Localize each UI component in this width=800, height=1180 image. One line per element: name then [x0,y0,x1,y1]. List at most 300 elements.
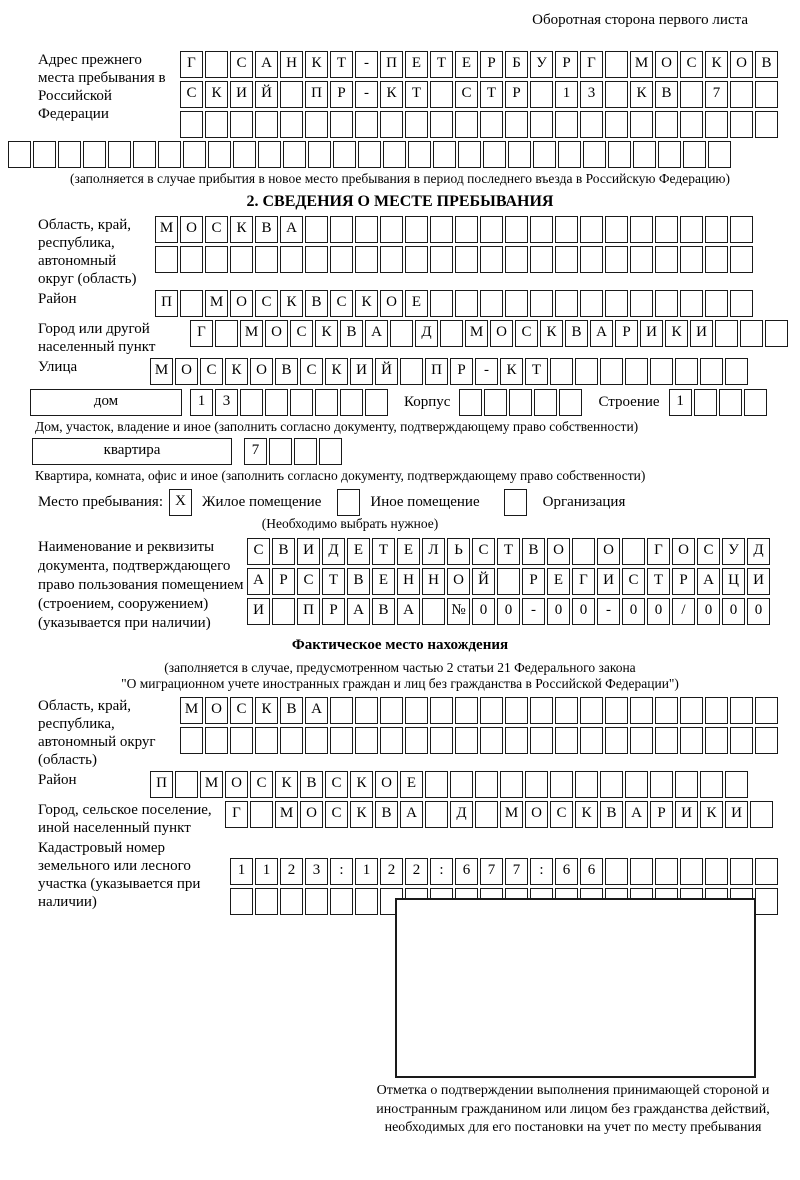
char-box [475,771,498,798]
char-box [380,697,403,724]
char-box [655,290,678,317]
char-box [572,538,595,565]
char-box [155,246,178,273]
char-box [208,141,231,168]
char-box: П [155,290,178,317]
actual-district-block [10,771,790,801]
char-box: Е [547,568,570,595]
char-box: М [200,771,223,798]
confirmation-stamp-box [395,898,756,1078]
char-box [483,141,506,168]
char-box: В [347,568,370,595]
char-box: : [530,858,553,885]
actual-region-label: Область, край, республика, автономный округ (область) [38,698,156,768]
char-box: Р [672,568,695,595]
char-box [658,141,681,168]
char-box: С [247,538,270,565]
actual-region-row-1 [180,697,780,724]
char-box: О [730,51,753,78]
street-label: Улица [38,359,78,375]
char-box [330,216,353,243]
char-box [559,389,582,416]
char-box [550,358,573,385]
char-box [430,111,453,138]
char-box [650,771,673,798]
char-box: А [625,801,648,828]
char-box: И [297,538,320,565]
char-box: Р [522,568,545,595]
char-box: А [590,320,613,347]
char-box [630,246,653,273]
char-box [480,111,503,138]
char-box [180,246,203,273]
char-box [680,290,703,317]
char-box: А [697,568,720,595]
char-box: Г [225,801,248,828]
char-box: Р [330,81,353,108]
char-box [280,888,303,915]
char-box [708,141,731,168]
char-box [705,246,728,273]
char-box [505,246,528,273]
char-box [108,141,131,168]
char-box: 1 [669,389,692,416]
char-box: 0 [722,598,745,625]
char-box [583,141,606,168]
char-box [555,111,578,138]
char-box: В [280,697,303,724]
apartment-box-label: квартира [32,438,232,465]
char-box: 1 [555,81,578,108]
prev-address-block [10,51,790,141]
char-box: Р [480,51,503,78]
title-document-row-1 [247,538,772,565]
char-box [530,727,553,754]
char-box [705,290,728,317]
char-box: С [325,801,348,828]
char-box [340,389,363,416]
char-box: А [247,568,270,595]
char-box: К [280,290,303,317]
char-box [505,216,528,243]
char-box: А [365,320,388,347]
char-box: О [265,320,288,347]
char-box: М [205,290,228,317]
char-box [433,141,456,168]
char-box: 7 [505,858,528,885]
char-box [422,598,445,625]
char-box [730,81,753,108]
checkbox-residential: X [169,489,192,516]
char-box: С [472,538,495,565]
char-box [233,141,256,168]
char-box: С [205,216,228,243]
char-box [755,888,778,915]
section2-title: 2. СВЕДЕНИЯ О МЕСТЕ ПРЕБЫВАНИЯ [246,193,554,210]
char-box [480,290,503,317]
char-box [605,111,628,138]
char-box [683,141,706,168]
char-box [355,697,378,724]
char-box: О [447,568,470,595]
char-box: П [305,81,328,108]
char-box [480,727,503,754]
char-box [650,358,673,385]
char-box [765,320,788,347]
char-box: - [355,81,378,108]
prev-address-row-2 [180,81,780,108]
char-box [497,568,520,595]
char-box [430,290,453,317]
char-box [390,320,413,347]
char-box [459,389,482,416]
char-box: 0 [472,598,495,625]
char-box [755,727,778,754]
char-box [458,141,481,168]
char-box [530,81,553,108]
char-box [550,771,573,798]
char-box: А [305,697,328,724]
char-box [580,697,603,724]
char-box [280,246,303,273]
char-box [408,141,431,168]
char-box [455,727,478,754]
char-box [705,111,728,138]
char-box [655,697,678,724]
char-box: В [600,801,623,828]
char-box [655,246,678,273]
char-box: Т [480,81,503,108]
char-box: О [375,771,398,798]
char-box [358,141,381,168]
char-box: 0 [647,598,670,625]
char-box: Т [330,51,353,78]
char-box [700,771,723,798]
char-box [730,858,753,885]
checkbox-organization [504,489,527,516]
char-box: Д [450,801,473,828]
char-box: Й [255,81,278,108]
actual-location-title: Фактическое место нахождения [291,637,509,653]
char-box: С [300,358,323,385]
char-box [308,141,331,168]
char-box [305,888,328,915]
char-box [230,727,253,754]
char-box: С [455,81,478,108]
char-box: Р [450,358,473,385]
char-box: О [180,216,203,243]
char-box: С [230,697,253,724]
char-box [580,111,603,138]
korpus-label: Корпус [404,394,451,410]
char-box [255,111,278,138]
char-box: К [500,358,523,385]
char-box [622,538,645,565]
char-box [605,81,628,108]
char-box: : [330,858,353,885]
char-box: И [350,358,373,385]
char-box [533,141,556,168]
char-box: 1 [355,858,378,885]
char-box [240,389,263,416]
char-box: К [705,51,728,78]
char-box: О [205,697,228,724]
char-box: 2 [380,858,403,885]
char-box [630,216,653,243]
char-box: О [380,290,403,317]
char-box [500,771,523,798]
char-box: 3 [580,81,603,108]
char-box: К [630,81,653,108]
street-block [10,358,790,388]
char-box: О [525,801,548,828]
char-box [730,246,753,273]
char-box [580,216,603,243]
char-box: 6 [580,858,603,885]
char-box: К [275,771,298,798]
char-box: 1 [230,858,253,885]
char-box [205,727,228,754]
char-box: В [375,801,398,828]
char-box [215,320,238,347]
char-box [455,111,478,138]
char-box [575,771,598,798]
char-box: И [640,320,663,347]
char-box [755,858,778,885]
char-box: 2 [405,858,428,885]
char-box [705,858,728,885]
char-box: О [300,801,323,828]
char-box: Р [650,801,673,828]
char-box: - [355,51,378,78]
char-box: М [180,697,203,724]
char-box: В [565,320,588,347]
char-box [730,697,753,724]
char-box [505,290,528,317]
char-box [530,246,553,273]
char-box: 0 [497,598,520,625]
actual-region-row-2 [180,727,780,754]
char-box [280,81,303,108]
char-box: К [355,290,378,317]
char-box: К [315,320,338,347]
char-box: В [755,51,778,78]
char-box: К [205,81,228,108]
char-box [655,111,678,138]
char-box [305,246,328,273]
char-box: К [350,801,373,828]
char-box: В [300,771,323,798]
actual-region-block [10,697,790,769]
char-box: В [305,290,328,317]
char-box [283,141,306,168]
char-box: 2 [280,858,303,885]
char-box [750,801,773,828]
char-box: К [540,320,563,347]
char-box: С [180,81,203,108]
char-box [580,290,603,317]
char-box [425,801,448,828]
char-box: Р [555,51,578,78]
char-box: А [397,598,420,625]
char-box [580,727,603,754]
char-box: П [297,598,320,625]
char-box [555,697,578,724]
char-box [183,141,206,168]
char-box [455,246,478,273]
char-box: 0 [572,598,595,625]
char-box: О [230,290,253,317]
char-box [380,111,403,138]
char-box [755,697,778,724]
char-box [725,358,748,385]
char-box: Р [322,598,345,625]
option-residential-label: Жилое помещение [202,494,322,510]
char-box [355,216,378,243]
char-box [305,216,328,243]
char-box [175,771,198,798]
char-box: Л [422,538,445,565]
char-box: В [372,598,395,625]
prev-address-row-1 [180,51,780,78]
char-box: С [622,568,645,595]
char-box [455,216,478,243]
char-box: 1 [255,858,278,885]
actual-city-row [225,801,775,828]
char-box [558,141,581,168]
char-box [330,888,353,915]
char-box [83,141,106,168]
char-box: Р [505,81,528,108]
char-box: П [380,51,403,78]
char-box: Р [272,568,295,595]
char-box [675,771,698,798]
char-box [280,727,303,754]
char-box [605,51,628,78]
char-box [680,246,703,273]
char-box: М [155,216,178,243]
char-box [675,358,698,385]
char-box [605,216,628,243]
char-box [330,697,353,724]
char-box: К [575,801,598,828]
char-box [315,389,338,416]
char-box: К [700,801,723,828]
char-box: - [475,358,498,385]
char-box: Д [322,538,345,565]
city-row [190,320,790,347]
char-box [365,389,388,416]
char-box [480,697,503,724]
char-box [205,246,228,273]
char-box [655,727,678,754]
char-box [405,727,428,754]
char-box [630,290,653,317]
char-box [505,697,528,724]
char-box: И [597,568,620,595]
char-box [305,111,328,138]
stay-type-label: Место пребывания: [38,494,163,510]
char-box: И [747,568,770,595]
char-box: К [350,771,373,798]
char-box [630,111,653,138]
char-box: 0 [747,598,770,625]
char-box [425,771,448,798]
char-box [605,727,628,754]
char-box: К [225,358,248,385]
char-box: О [225,771,248,798]
char-box [555,727,578,754]
char-box [330,727,353,754]
char-box [705,697,728,724]
korpus-boxes [459,393,584,410]
char-box [380,216,403,243]
char-box [555,290,578,317]
char-box: В [655,81,678,108]
char-box [705,216,728,243]
char-box [680,697,703,724]
char-box [272,598,295,625]
char-box [730,727,753,754]
char-box: С [550,801,573,828]
char-box [625,771,648,798]
house-caption: Дом, участок, владение и иное (заполнить согласно документу, подтверждающему право собственности) [35,419,639,434]
char-box: - [597,598,620,625]
prev-address-overflow-row [8,141,790,168]
char-box: С [515,320,538,347]
char-box [230,111,253,138]
city-label: Город или другой населенный пункт [38,321,156,355]
confirmation-stamp-caption: Отметка о подтверждении выполнения принимающей стороной и иностранным гражданином или лицом без гражданства действий, необходимых для его постановки на учет по месту пребывания [376,1083,770,1135]
char-box [555,246,578,273]
char-box [455,290,478,317]
char-box: 0 [697,598,720,625]
char-box [305,727,328,754]
char-box: Т [322,568,345,595]
char-box [383,141,406,168]
char-box: К [305,51,328,78]
char-box [405,697,428,724]
char-box: А [400,801,423,828]
actual-location-caption-1: (заполняется в случае, предусмотренном частью 2 статьи 21 Федерального закона [164,660,636,675]
char-box: И [725,801,748,828]
char-box: С [230,51,253,78]
char-box: Р [615,320,638,347]
char-box [725,771,748,798]
char-box: У [530,51,553,78]
char-box: С [255,290,278,317]
char-box: С [290,320,313,347]
char-box [680,111,703,138]
char-box [600,358,623,385]
char-box: К [380,81,403,108]
char-box: Ь [447,538,470,565]
char-box: П [150,771,173,798]
apartment-number-boxes [244,438,344,458]
char-box [430,697,453,724]
char-box [430,81,453,108]
char-box [575,358,598,385]
char-box: С [297,568,320,595]
char-box [630,727,653,754]
char-box [33,141,56,168]
char-box: К [665,320,688,347]
char-box: О [597,538,620,565]
title-document-row-2 [247,568,772,595]
char-box [680,858,703,885]
char-box [730,111,753,138]
char-box [740,320,763,347]
